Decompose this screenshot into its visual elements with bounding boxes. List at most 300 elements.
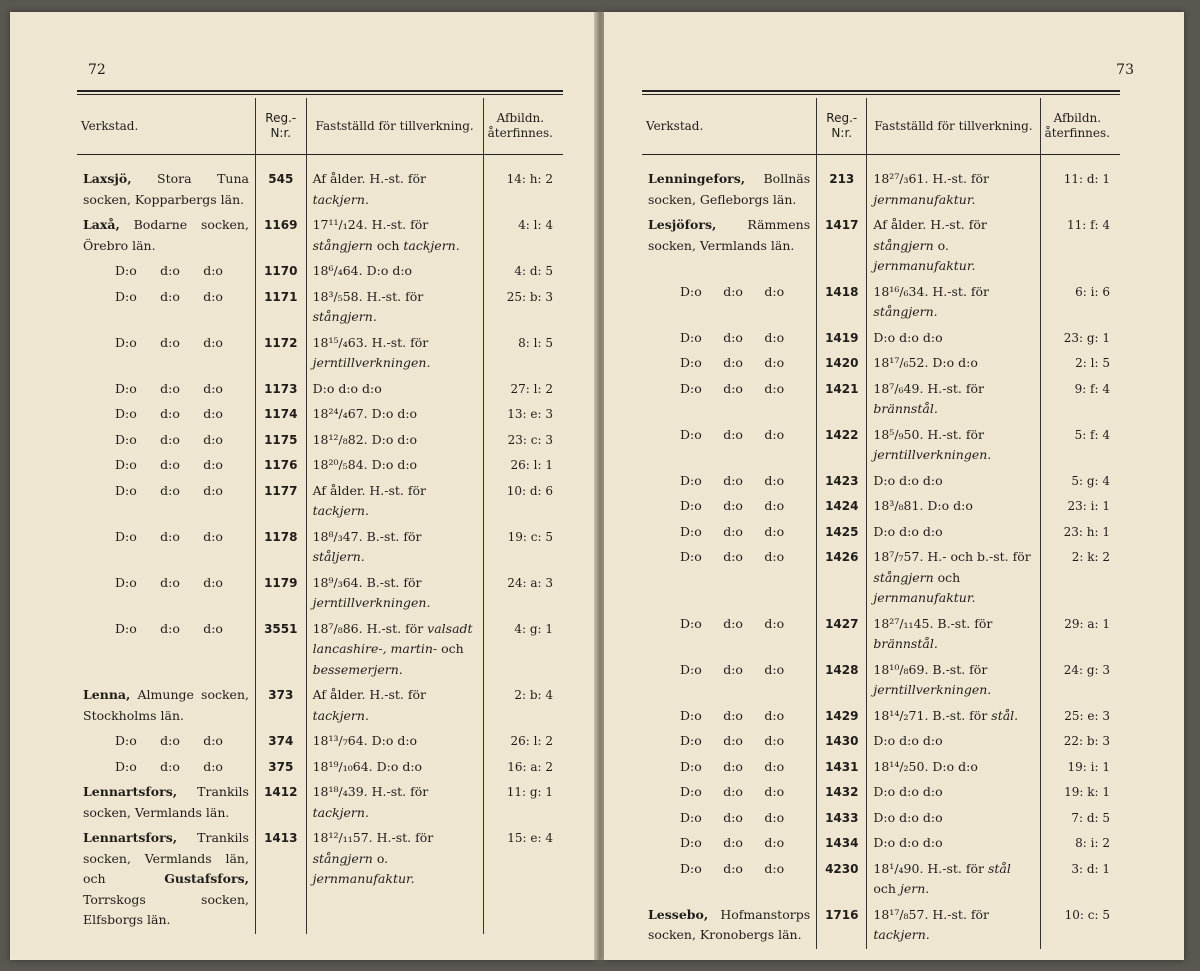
ditto-mark: d:o [203,263,223,278]
table-row [77,428,563,454]
fastsald-text: Af ålder. H.-st. för [312,482,427,498]
ditto-mark: d:o [764,661,785,677]
ditto-mark: d:o [723,472,743,488]
ditto-mark: d:o [723,758,743,774]
right-page [604,12,1184,960]
product-name: stål [987,860,1011,876]
table-row [77,213,563,259]
fastsald-text: Af ålder. H.-st. för [873,217,987,232]
fastsald-text: 18¹⁴/₂71. B.-st. för [873,707,992,723]
place-name: Gustafsfors, [164,871,249,886]
fastsald-text: 18¹⁵/₄63. H.-st. för [312,334,429,350]
ditto-mark: d:o [764,329,785,345]
fastsald-cell [306,259,483,285]
header-rule [642,90,1120,92]
ditto-mark: D:o [680,809,702,825]
fastsald-cell [867,780,1040,806]
spacer-cell [867,155,1040,168]
fastsald-text: 18⁷/₈86. H.-st. för [312,620,428,636]
fastsald-cell [867,545,1040,612]
fastsald-cell [867,903,1040,949]
ditto-mark: D:o [115,528,137,544]
fastsald-cell [867,612,1040,658]
fastsald-cell [306,729,483,755]
verkstad-cell [642,612,817,658]
fastsald-text: 18¹⁷/₈57. H.-st. för [873,906,990,922]
ditto-mark: d:o [764,758,785,774]
ditto-mark: d:o [203,482,223,498]
fastsald-cell [306,780,483,826]
fastsald-text: 18²⁴/₄67. D:o d:o [312,406,418,421]
ditto-mark: D:o [680,523,702,539]
ditto-mark: d:o [723,707,743,723]
ditto-mark: d:o [160,457,180,472]
fastsald-text: 18²⁰/₅84. D:o d:o [312,457,418,472]
reg-number: 1428 [817,658,867,704]
figure-reference: 2: l: 5 [1040,351,1120,377]
reg-number: 1420 [817,351,867,377]
place-name: Laxsjö, [83,171,132,186]
place-name: Lenna, [83,687,131,702]
ditto-mark: d:o [160,482,180,498]
reg-number: 1431 [817,755,867,781]
ditto-mark: d:o [203,620,223,636]
figure-reference: 6: i: 6 [1040,280,1120,326]
place-location: Rämmens socken, Vermlands län. [648,217,811,253]
ditto-mark: D:o [680,329,702,345]
ditto-mark: d:o [764,809,785,825]
place-location: Torrskogs socken, Elfsborgs län. [83,891,249,927]
ditto-marks [648,522,810,543]
reg-number: 213 [817,167,867,213]
table-row [77,479,563,525]
verkstad-cell [77,683,255,729]
product-name: jerntillverkningen. [312,355,431,370]
fastsald-text: och [437,641,464,656]
fastsald-text: D:o d:o d:o [873,329,943,345]
figure-reference: 4: d: 5 [483,259,563,285]
product-name: stångjern. [873,304,938,319]
figure-reference: 5: g: 4 [1040,469,1120,495]
verkstad-cell [77,525,255,571]
table-row [642,469,1120,495]
fastsald-cell [306,571,483,617]
table-row [77,571,563,617]
ditto-mark: d:o [723,809,743,825]
verkstad-cell [77,617,255,684]
spacer-cell [483,155,563,168]
fastsald-text: 18⁹/₃64. B.-st. för [312,574,422,590]
figure-reference: 8: l: 5 [483,331,563,377]
verkstad-cell [77,167,255,213]
product-name: valsadt lancashire-, martin- [312,620,473,656]
ditto-marks [648,547,810,568]
fastsald-text: 18¹³/₇64. D:o d:o [312,733,418,748]
ditto-mark: d:o [723,329,743,345]
figure-reference: 9: f: 4 [1040,377,1120,423]
fastsald-cell [306,285,483,331]
product-name: tackjern. [312,191,369,207]
figure-reference: 19: c: 5 [483,525,563,571]
fastsald-text: 18⁸/₃47. B.-st. för [312,528,422,544]
ditto-marks [83,287,249,308]
table-header [642,98,1120,155]
fastsald-cell [867,326,1040,352]
verkstad-cell [77,571,255,617]
ditto-mark: D:o [680,784,702,799]
reg-number: 1422 [817,423,867,469]
table-row [642,167,1120,213]
ditto-marks [83,619,249,640]
ditto-marks [83,481,249,502]
reg-number: 1426 [817,545,867,612]
ditto-marks [648,614,810,635]
ditto-marks [648,782,810,803]
fastsald-text: 18³/₈81. D:o d:o [873,498,973,513]
fastsald-text: 18⁷/₆49. H.-st. för [873,380,985,396]
fastsald-cell [867,167,1040,213]
reg-number: 1172 [255,331,306,377]
table-row [642,903,1120,949]
verkstad-cell [642,520,817,546]
ditto-mark: d:o [764,835,785,850]
spacer-cell [817,155,867,168]
reg-number: 1176 [255,453,306,479]
verkstad-cell [642,903,817,949]
verkstad-cell [642,780,817,806]
ditto-marks [648,731,810,752]
ditto-mark: d:o [764,472,785,488]
ditto-mark: d:o [160,620,180,636]
reg-number: 1429 [817,704,867,730]
verkstad-cell [642,831,817,857]
fastsald-text: D:o d:o d:o [873,784,943,799]
table-row [77,755,563,781]
place-name: Lennartsfors, [83,784,178,799]
fastsald-text: 17¹¹/₁24. H.-st. för [312,217,429,232]
ditto-mark: d:o [203,288,223,304]
spacer-cell [1040,155,1120,168]
fastsald-text: 18¹⁸/₄39. H.-st. för [312,784,429,799]
ditto-marks [83,333,249,354]
figure-reference: 24: g: 3 [1040,658,1120,704]
fastsald-cell [867,806,1040,832]
verkstad-cell [642,423,817,469]
reg-number: 374 [255,729,306,755]
ditto-mark: D:o [680,498,702,513]
fastsald-cell [867,213,1040,280]
reg-number: 375 [255,755,306,781]
figure-reference: 2: k: 2 [1040,545,1120,612]
ditto-mark: d:o [723,523,743,539]
fastsald-cell [306,617,483,684]
spacer-cell [77,155,255,168]
reg-number: 3551 [255,617,306,684]
verkstad-cell [77,331,255,377]
product-name: ståljern. [312,549,365,564]
ditto-mark: D:o [115,620,137,636]
reg-number: 545 [255,167,306,213]
reg-number: 1433 [817,806,867,832]
ditto-mark: d:o [723,426,743,442]
place-location: Stora Tuna socken, Kopparbergs län. [83,171,249,207]
product-name: jernmanufaktur. [873,590,976,605]
left-page [10,12,596,960]
fastsald-text: 18¹⁰/₈69. B.-st. för [873,661,988,677]
table-row [77,285,563,331]
reg-number: 1173 [255,377,306,403]
ditto-marks [83,430,249,451]
verkstad-cell [77,285,255,331]
verkstad-cell [642,167,817,213]
spacer-cell [306,155,483,168]
spacer-cell [642,155,817,168]
fastsald-text: D:o d:o d:o [873,809,943,825]
product-name: tackjern. [403,237,460,253]
figure-reference: 10: d: 6 [483,479,563,525]
figure-reference: 26: l: 1 [483,453,563,479]
ditto-mark: d:o [160,263,180,278]
table-row [642,658,1120,704]
fastsald-cell [306,402,483,428]
verkstad-cell [642,377,817,423]
table-row [642,857,1120,903]
figure-reference: 5: f: 4 [1040,423,1120,469]
fastsald-text: 18⁶/₄64. D:o d:o [312,263,413,278]
reg-number: 1419 [817,326,867,352]
fastsald-text: o. [372,850,389,866]
verkstad-cell [642,704,817,730]
verkstad-cell [642,469,817,495]
fastsald-text: Af ålder. H.-st. för [312,171,427,186]
product-name: jerntillverkningen. [873,682,992,697]
verkstad-cell [642,326,817,352]
fastsald-text: 18¹⁶/₆34. H.-st. för [873,283,990,299]
fastsald-text: D:o d:o d:o [873,523,943,539]
table-row [642,831,1120,857]
register-table [642,98,1120,949]
ditto-mark: D:o [115,334,137,350]
ditto-mark: d:o [160,528,180,544]
figure-reference: 24: a: 3 [483,571,563,617]
ditto-mark: D:o [680,380,702,396]
header-afbildn: Afbildn. återfinnes. [483,98,563,155]
verkstad-cell [642,658,817,704]
verkstad-cell [642,494,817,520]
ditto-marks [83,404,249,425]
figure-reference: 25: b: 3 [483,285,563,331]
table-row [642,612,1120,658]
ditto-marks [83,455,249,476]
reg-number: 1425 [817,520,867,546]
table-row [642,729,1120,755]
ditto-mark: D:o [680,758,702,774]
table-row [77,683,563,729]
fastsald-text: D:o d:o d:o [873,835,943,850]
reg-number: 1424 [817,494,867,520]
ditto-mark: d:o [764,707,785,723]
fastsald-text: 18¹⁷/₆52. D:o d:o [873,355,978,370]
table-row [642,780,1120,806]
header-rule [77,94,563,95]
ditto-mark: d:o [203,380,223,396]
verkstad-cell [77,428,255,454]
ditto-mark: d:o [764,549,785,564]
header-rule [77,90,563,92]
table-row [642,520,1120,546]
reg-number: 1174 [255,402,306,428]
figure-reference: 11: g: 1 [483,780,563,826]
reg-number: 1412 [255,780,306,826]
ditto-mark: d:o [203,457,223,472]
table-row [642,494,1120,520]
reg-number: 1716 [817,903,867,949]
verkstad-cell [77,479,255,525]
product-name: stål. [991,707,1019,723]
verkstad-cell [77,755,255,781]
fastsald-cell [867,831,1040,857]
ditto-mark: d:o [160,758,180,774]
verkstad-cell [77,259,255,285]
ditto-marks [648,859,810,880]
figure-reference: 8: i: 2 [1040,831,1120,857]
verkstad-cell [77,213,255,259]
table-row [642,806,1120,832]
table-row [77,331,563,377]
fastsald-cell [306,479,483,525]
figure-reference: 23: g: 1 [1040,326,1120,352]
ditto-mark: d:o [723,380,743,396]
ditto-mark: d:o [764,615,785,631]
ditto-mark: d:o [203,406,223,421]
fastsald-cell [306,167,483,213]
fastsald-cell [867,423,1040,469]
table-row [77,780,563,826]
product-name: bessemerjern. [312,661,403,677]
fastsald-cell [867,351,1040,377]
fastsald-text: 18¹⁹/₁₀64. D:o d:o [312,758,423,774]
header-verkstad: Verkstad. [642,98,817,155]
ditto-mark: d:o [723,661,743,677]
figure-reference: 7: d: 5 [1040,806,1120,832]
fastsald-cell [306,525,483,571]
reg-number: 1432 [817,780,867,806]
spacer-row [642,155,1120,168]
ditto-mark: D:o [680,615,702,631]
ditto-mark: d:o [723,733,743,748]
place-location: Bollnäs socken, Gefleborgs län. [648,171,811,207]
figure-reference: 2: b: 4 [483,683,563,729]
ditto-mark: d:o [160,431,180,447]
product-name: stångjern [312,237,373,253]
fastsald-cell [306,683,483,729]
product-name: tackjern. [312,707,369,723]
verkstad-cell [77,729,255,755]
register-table [77,98,563,934]
table-row [77,167,563,213]
product-name: brännstål. [873,401,938,416]
fastsald-text: D:o d:o d:o [873,472,943,488]
ditto-mark: d:o [723,355,743,370]
product-name: brännstål. [873,636,938,651]
ditto-mark: D:o [680,661,702,677]
table-row [77,377,563,403]
reg-number: 1421 [817,377,867,423]
verkstad-cell [77,453,255,479]
table-row [642,213,1120,280]
ditto-mark: D:o [680,426,702,442]
place-location: Bodarne socken, Örebro län. [83,217,249,253]
table-row [77,525,563,571]
product-name: jernmanufaktur. [873,191,976,207]
fastsald-cell [867,755,1040,781]
figure-reference: 15: e: 4 [483,826,563,934]
table-row [77,826,563,934]
place-location: Almunge socken, Stockholms län. [83,687,249,723]
fastsald-text: 18¹²/₁₁57. H.-st. för [312,830,434,845]
product-name: tackjern. [312,503,369,518]
figure-reference: 26: l: 2 [483,729,563,755]
fastsald-text: Af ålder. H.-st. för [312,687,427,702]
ditto-mark: D:o [115,574,137,590]
ditto-mark: D:o [115,482,137,498]
reg-number: 1169 [255,213,306,259]
fastsald-cell [306,826,483,934]
header-faststald: Fastställd för tillverkning. [867,98,1040,155]
fastsald-text: D:o d:o d:o [873,733,943,748]
spacer-row [77,155,563,168]
ditto-mark: d:o [160,288,180,304]
product-name: tackjern. [873,927,930,942]
reg-number: 4230 [817,857,867,903]
table-row [642,326,1120,352]
ditto-marks [83,757,249,778]
table-row [642,280,1120,326]
fastsald-cell [867,469,1040,495]
ditto-mark: D:o [680,283,702,299]
table-row [642,351,1120,377]
fastsald-cell [867,377,1040,423]
ditto-mark: d:o [764,523,785,539]
place-name: Lesjöfors, [648,217,717,232]
ditto-mark: d:o [160,406,180,421]
ditto-mark: D:o [680,549,702,564]
reg-number: 1178 [255,525,306,571]
table-row [642,755,1120,781]
ditto-mark: D:o [115,733,137,748]
fastsald-cell [306,377,483,403]
ditto-mark: d:o [160,733,180,748]
figure-reference: 27: l: 2 [483,377,563,403]
figure-reference: 23: i: 1 [1040,494,1120,520]
header-reg-nr: Reg.- N:r. [817,98,867,155]
reg-number: 1430 [817,729,867,755]
ditto-mark: d:o [203,574,223,590]
figure-reference: 3: d: 1 [1040,857,1120,903]
place-name: Lennartsfors, [83,830,178,845]
ditto-marks [648,757,810,778]
verkstad-cell [642,755,817,781]
ditto-mark: D:o [115,288,137,304]
ditto-mark: d:o [764,498,785,513]
ditto-mark: D:o [115,457,137,472]
product-name: jerntillverkningen. [312,595,431,610]
fastsald-text: 18²⁷/₃61. H.-st. för [873,171,990,186]
figure-reference: 23: h: 1 [1040,520,1120,546]
reg-number: 1427 [817,612,867,658]
table-row [77,617,563,684]
fastsald-text: 18¹/₄90. H.-st. för [873,860,988,876]
